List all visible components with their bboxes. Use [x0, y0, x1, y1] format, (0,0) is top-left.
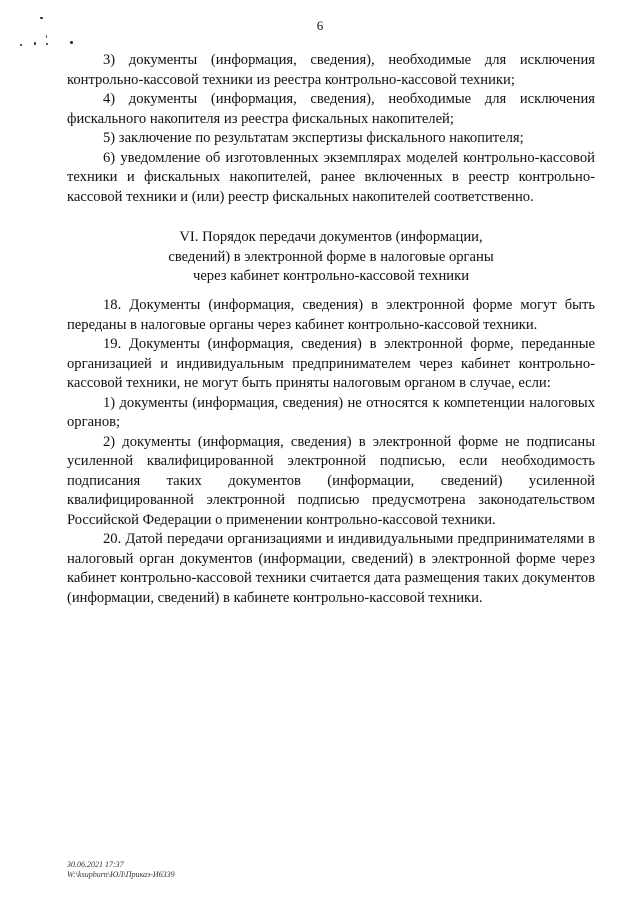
footer-timestamp: 30.06.2021 17:37 [67, 860, 124, 869]
clause-19-item-2: 2) документы (информация, сведения) в электронной форме не подписаны усиленной квалифицированной электронной подписью, если необходимость подписания таких документов (информации, сведений) усиленной квалифицированной электронной подписью предусмотрена законодательством Российской Федерации о применении контрольно-кассовой техники. [67, 433, 595, 528]
section-heading [67, 228, 595, 287]
list-item-4: 4) документы (информация, сведения), необходимые для исключения фискального накопителя из реестра фискальных накопителей; [67, 91, 595, 127]
clause-20: 20. Датой передачи организациями и индивидуальными предпринимателями в налоговый орган документов (информации, сведений) в электронной форме через кабинет контрольно-кассовой техники считается дата размещения таких документов (информации, сведений) в кабинете контрольно-кассовой техники. [67, 531, 595, 606]
footer-stamp [67, 860, 175, 880]
list-bottom [67, 296, 595, 608]
section-heading-line-2: сведений) в электронной форме в налоговые органы [168, 248, 494, 265]
list-top [67, 51, 595, 207]
list-item-6: 6) уведомление об изготовленных экземплярах моделей контрольно-кассовой техники и фискальных накопителей, ранее включенных в реестр контрольно-кассовой техники и (или) реестр фискальных накопителей соответственно. [67, 149, 595, 205]
clause-19: 19. Документы (информация, сведения) в электронной форме, переданные организацией и индивидуальным предпринимателем через кабинет контрольно-кассовой техники, не могут быть приняты налоговым органом в случае, если: [67, 336, 595, 391]
list-item-5: 5) заключение по результатам экспертизы фискального накопителя; [103, 130, 524, 146]
footer-file-path: W:\ksupburn\ЮЛ\Приказ-И6339 [67, 870, 175, 879]
section-heading-line-3: через кабинет контрольно-кассовой техники [192, 268, 470, 284]
page-number: 6 [316, 18, 324, 33]
clause-19-item-1: 1) документы (информация, сведения) не относятся к компетенции налоговых органов; [67, 394, 595, 430]
clause-18: 18. Документы (информация, сведения) в электронной форме могут быть переданы в налоговые органы через кабинет контрольно-кассовой техники. [67, 297, 595, 333]
list-item-3: 3) документы (информация, сведения), необходимые для исключения контрольно-кассовой техники из реестра контрольно-кассовой техники; [67, 52, 595, 88]
section-heading-line-1: VI. Порядок передачи документов (информации, [179, 229, 483, 245]
